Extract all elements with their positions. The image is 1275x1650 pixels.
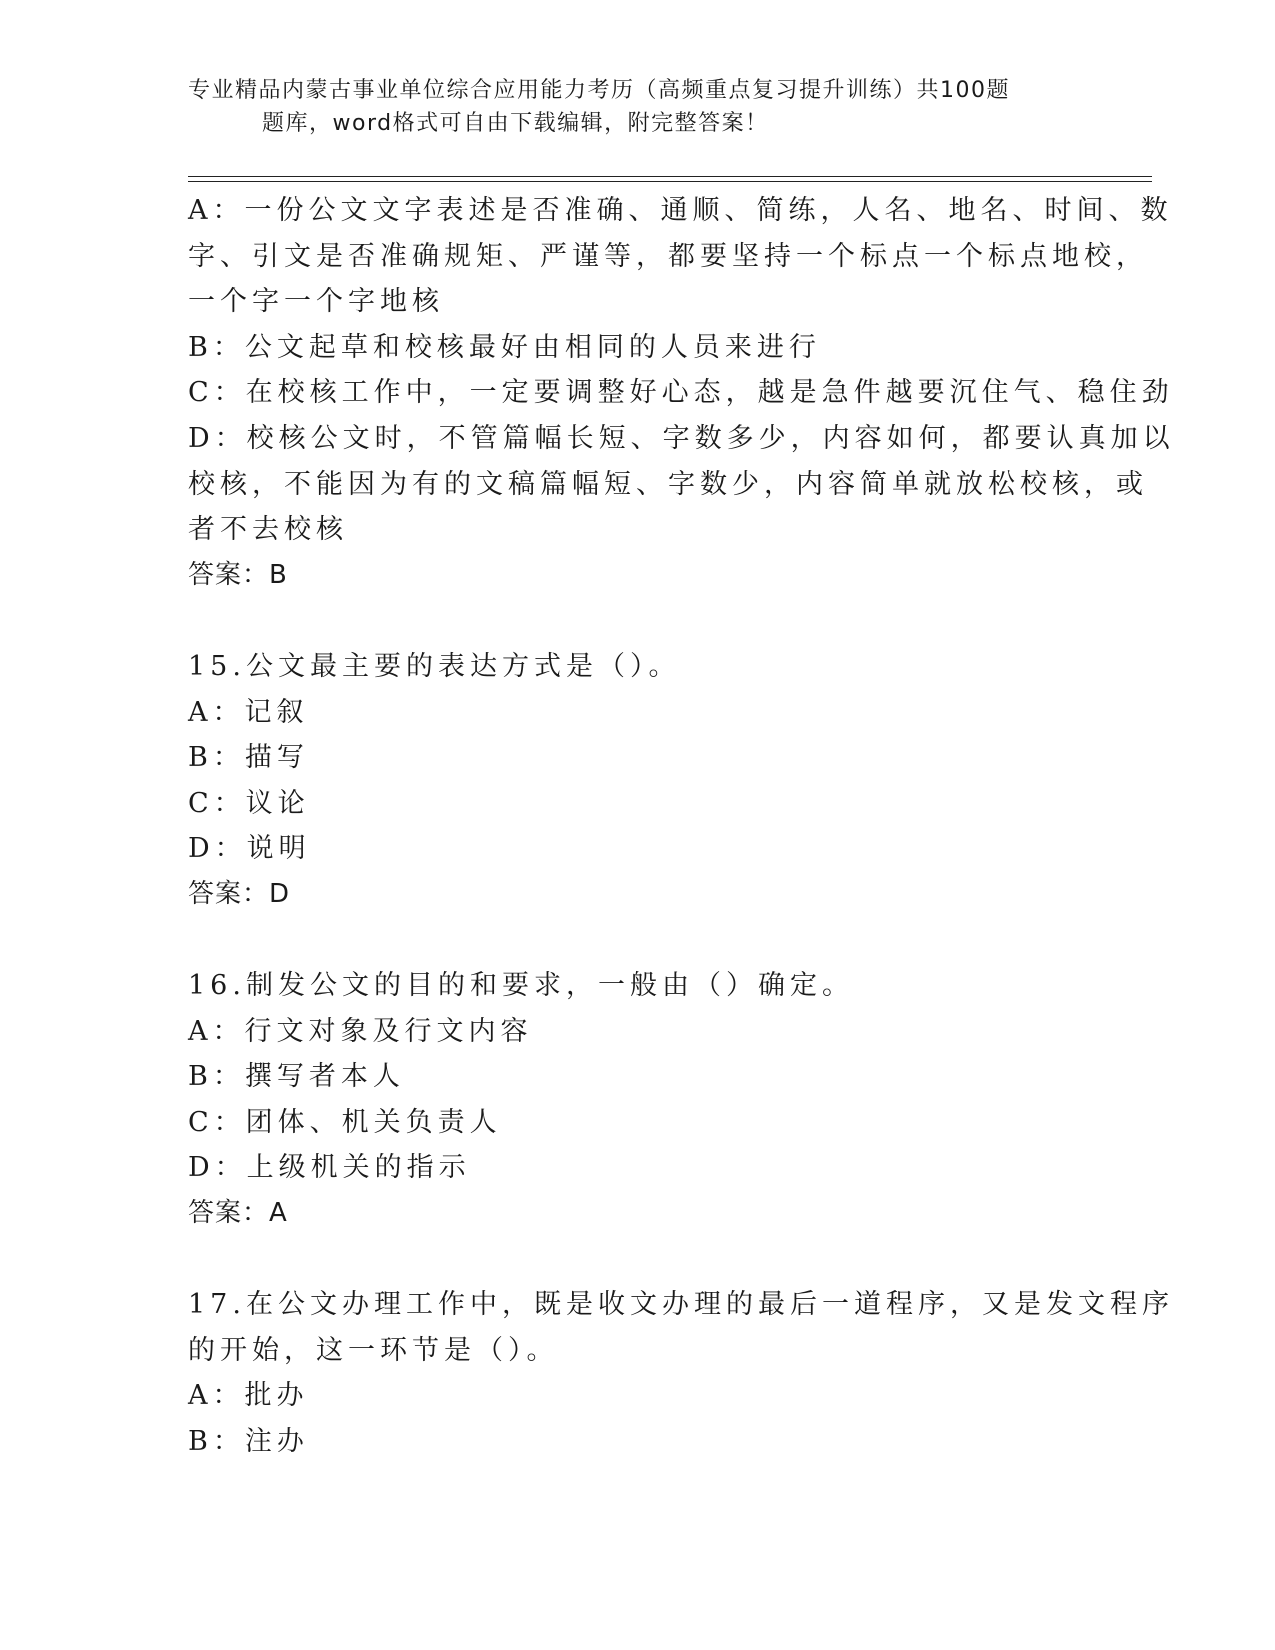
option-c: C：在校核工作中，一定要调整好心态，越是急件越要沉住气、稳住劲	[188, 377, 1174, 409]
answer-line: 答案：D	[188, 878, 291, 909]
option-d: D：上级机关的指示	[188, 1152, 471, 1184]
question-block-16	[188, 963, 1088, 1237]
option-d-line-2: 校核，不能因为有的文稿篇幅短、字数少，内容简单就放松校核，或	[188, 468, 1148, 500]
question-block-14	[188, 188, 1175, 598]
spacer	[188, 918, 1088, 964]
question-stem: 16.制发公文的目的和要求，一般由（）确定。	[188, 970, 854, 1002]
header-rule-top	[188, 176, 1152, 177]
option-b: B：描写	[188, 742, 309, 774]
option-d-line-3: 者不去校核	[188, 514, 348, 546]
header-rule-bottom	[188, 181, 1152, 182]
option-a-line-2: 字、引文是否准确规矩、严谨等，都要坚持一个标点一个标点地校，	[188, 240, 1148, 272]
header-line-2: 题库，word格式可自由下载编辑，附完整答案！	[262, 111, 769, 136]
question-stem-line-2: 的开始，这一环节是（）。	[188, 1334, 559, 1366]
spacer	[188, 1237, 1088, 1283]
answer-line: 答案：B	[188, 559, 288, 590]
question-stem-line-1: 17.在公文办理工作中，既是收文办理的最后一道程序，又是发文程序	[188, 1289, 1174, 1321]
spacer	[188, 598, 1088, 644]
question-block-15	[188, 644, 1088, 918]
option-d-line-1: D：校核公文时，不管篇幅长短、字数多少，内容如何，都要认真加以	[188, 422, 1175, 454]
question-stem: 15.公文最主要的表达方式是（）。	[188, 650, 681, 682]
header-line-1: 专业精品内蒙古事业单位综合应用能力考历（高频重点复习提升训练）共100题	[188, 78, 1010, 103]
answer-line: 答案：A	[188, 1198, 288, 1229]
question-block-17	[188, 1282, 1174, 1464]
option-d: D：说明	[188, 833, 311, 865]
option-a: A：记叙	[188, 696, 309, 728]
option-a: A：批办	[188, 1380, 309, 1412]
option-c: C：议论	[188, 787, 310, 819]
option-b: B：注办	[188, 1426, 309, 1458]
option-a-line-3: 一个字一个字地核	[188, 286, 444, 318]
document-header	[188, 74, 1088, 140]
option-c: C：团体、机关负责人	[188, 1106, 502, 1138]
document-body	[188, 188, 1175, 1465]
option-b: B：撰写者本人	[188, 1061, 405, 1093]
option-a-line-1: A：一份公文文字表述是否准确、通顺、简练，人名、地名、时间、数	[188, 195, 1173, 226]
option-b: B：公文起草和校核最好由相同的人员来进行	[188, 331, 821, 363]
option-a: A：行文对象及行文内容	[188, 1015, 533, 1047]
